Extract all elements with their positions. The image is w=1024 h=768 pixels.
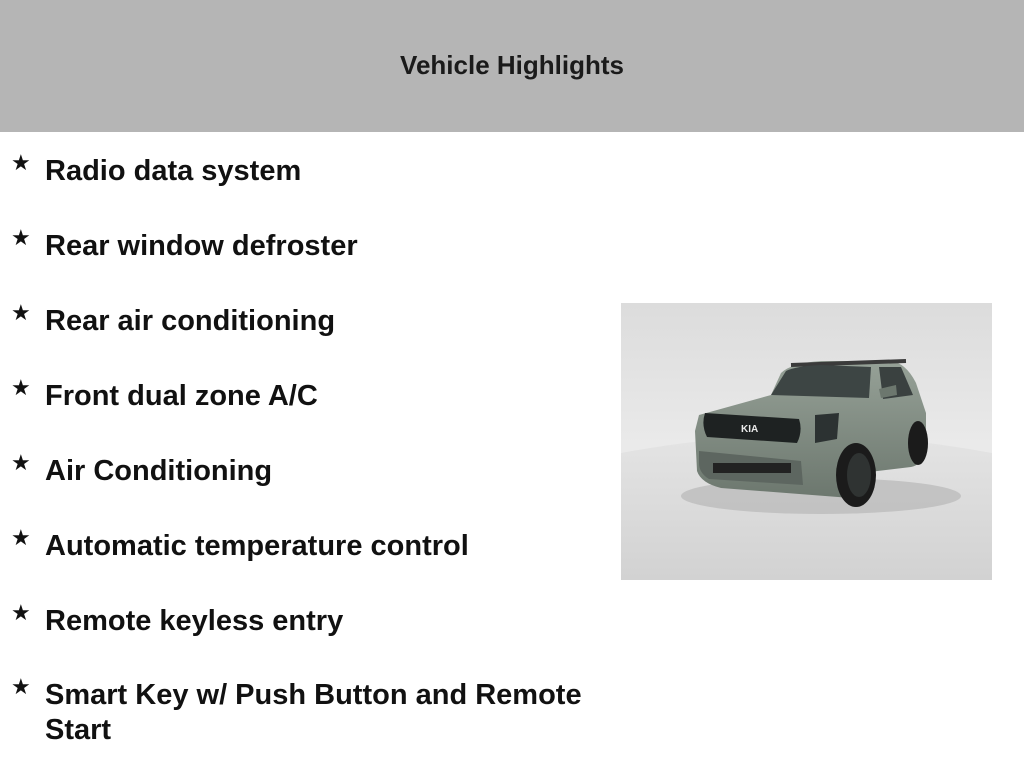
star-icon: ★ (11, 600, 31, 625)
highlight-label: Smart Key w/ Push Button and Remote Start (45, 679, 582, 746)
highlight-label: Rear window defroster (45, 230, 358, 262)
header-banner (0, 0, 1024, 132)
star-icon: ★ (11, 525, 31, 550)
star-icon: ★ (11, 300, 31, 325)
star-icon: ★ (11, 225, 31, 250)
car-illustration (621, 303, 992, 580)
page-title: Vehicle Highlights (400, 49, 624, 80)
highlight-label: Air Conditioning (45, 455, 273, 487)
kia-logo-icon: KIA (741, 424, 759, 435)
star-icon: ★ (11, 674, 31, 699)
highlight-label: Radio data system (45, 155, 302, 187)
star-icon: ★ (11, 375, 31, 400)
highlight-label: Automatic temperature control (45, 530, 469, 562)
star-icon: ★ (11, 150, 31, 175)
highlight-label: Remote keyless entry (45, 605, 344, 637)
star-icon: ★ (11, 450, 31, 475)
car-photo (621, 303, 992, 580)
highlight-label: Rear air conditioning (45, 305, 336, 337)
highlight-label: Front dual zone A/C (45, 380, 318, 412)
